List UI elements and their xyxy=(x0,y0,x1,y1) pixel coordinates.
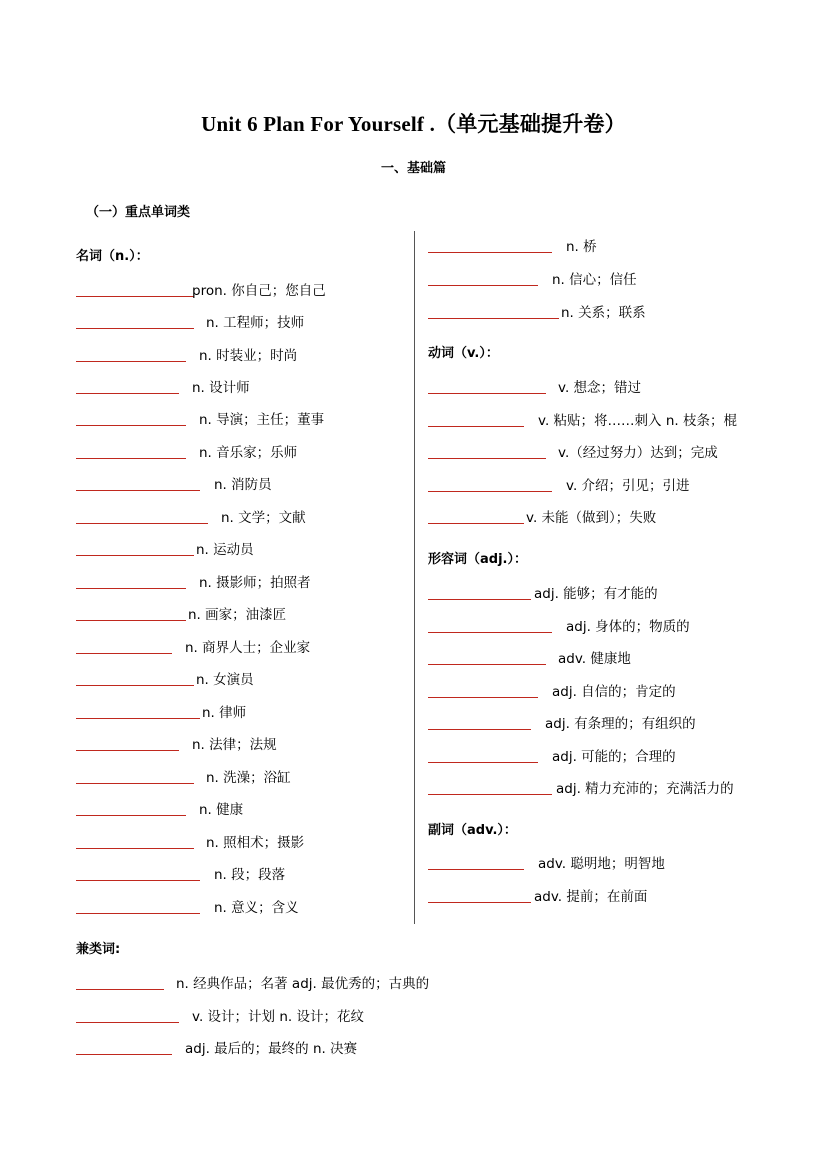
adverbs-heading: 副词（adv.）： xyxy=(428,823,517,838)
definition-text: n. 商界人士；企业家 xyxy=(185,640,311,656)
definition-text: adj. 精力充沛的；充满活力的 xyxy=(556,781,734,797)
answer-blank-line[interactable] xyxy=(76,848,194,849)
definition-text: adj. 最后的；最终的 n. 决赛 xyxy=(185,1041,358,1057)
definition-text: v. 未能（做到）；失败 xyxy=(526,510,657,526)
definition-text: n. 消防员 xyxy=(214,477,272,493)
answer-blank-line[interactable] xyxy=(76,913,200,914)
answer-blank-line[interactable] xyxy=(76,718,200,719)
definition-text: n. 关系；联系 xyxy=(561,305,646,321)
answer-blank-line[interactable] xyxy=(428,697,538,698)
definition-text: n. 运动员 xyxy=(196,542,254,558)
multi-class-heading: 兼类词: xyxy=(76,942,121,957)
section-heading: 一、基础篇 xyxy=(380,161,446,176)
definition-text: n. 律师 xyxy=(202,705,247,721)
definition-text: v. 介绍；引见；引进 xyxy=(566,478,690,494)
definition-text: adj. 身体的；物质的 xyxy=(566,619,690,635)
definition-text: n. 桥 xyxy=(566,239,597,255)
answer-blank-line[interactable] xyxy=(428,426,524,427)
answer-blank-line[interactable] xyxy=(76,815,186,816)
definition-text: n. 健康 xyxy=(199,802,244,818)
answer-blank-line[interactable] xyxy=(76,750,179,751)
answer-blank-line[interactable] xyxy=(428,632,552,633)
definition-text: adv. 提前；在前面 xyxy=(534,889,648,905)
definition-text: adj. 自信的；肯定的 xyxy=(552,684,676,700)
definition-text: v. 设计；计划 n. 设计；花纹 xyxy=(192,1009,364,1025)
definition-text: n. 信心；信任 xyxy=(552,272,637,288)
answer-blank-line[interactable] xyxy=(76,880,200,881)
answer-blank-line[interactable] xyxy=(428,252,552,253)
answer-blank-line[interactable] xyxy=(76,328,194,329)
answer-blank-line[interactable] xyxy=(428,794,552,795)
definition-text: n. 音乐家；乐师 xyxy=(199,445,298,461)
definition-text: n. 女演员 xyxy=(196,672,254,688)
answer-blank-line[interactable] xyxy=(76,490,200,491)
answer-blank-line[interactable] xyxy=(428,902,531,903)
definition-text: adj. 可能的；合理的 xyxy=(552,749,676,765)
definition-text: n. 摄影师；拍照者 xyxy=(199,575,311,591)
answer-blank-line[interactable] xyxy=(76,989,164,990)
definition-text: v.（经过努力）达到；完成 xyxy=(558,445,718,461)
answer-blank-line[interactable] xyxy=(428,458,546,459)
answer-blank-line[interactable] xyxy=(428,523,524,524)
answer-blank-line[interactable] xyxy=(76,296,194,297)
definition-text: n. 时装业；时尚 xyxy=(199,348,298,364)
definition-text: n. 设计师 xyxy=(192,380,250,396)
answer-blank-line[interactable] xyxy=(76,458,186,459)
answer-blank-line[interactable] xyxy=(76,653,172,654)
subsection-heading: （一）重点单词类 xyxy=(86,205,191,220)
answer-blank-line[interactable] xyxy=(76,620,186,621)
definition-text: adj. 有条理的；有组织的 xyxy=(545,716,696,732)
adjectives-heading: 形容词（adj.）： xyxy=(428,552,527,567)
answer-blank-line[interactable] xyxy=(428,318,559,319)
answer-blank-line[interactable] xyxy=(76,361,186,362)
answer-blank-line[interactable] xyxy=(428,729,531,730)
definition-text: n. 文学；文献 xyxy=(221,510,306,526)
definition-text: n. 意义；含义 xyxy=(214,900,299,916)
definition-text: n. 段；段落 xyxy=(214,867,286,883)
answer-blank-line[interactable] xyxy=(76,555,194,556)
definition-text: adv. 健康地 xyxy=(558,651,631,667)
definition-text: n. 画家；油漆匠 xyxy=(188,607,287,623)
answer-blank-line[interactable] xyxy=(428,869,524,870)
answer-blank-line[interactable] xyxy=(76,783,194,784)
column-divider xyxy=(414,231,415,924)
answer-blank-line[interactable] xyxy=(76,588,186,589)
answer-blank-line[interactable] xyxy=(76,425,186,426)
definition-text: adj. 能够；有才能的 xyxy=(534,586,658,602)
definition-text: n. 洗澡；浴缸 xyxy=(206,770,291,786)
answer-blank-line[interactable] xyxy=(428,491,552,492)
answer-blank-line[interactable] xyxy=(428,664,546,665)
definition-text: n. 工程师；技师 xyxy=(206,315,305,331)
definition-text: v. 想念；错过 xyxy=(558,380,642,396)
definition-text: n. 导演；主任；董事 xyxy=(199,412,325,428)
answer-blank-line[interactable] xyxy=(428,285,538,286)
definition-text: n. 经典作品；名著 adj. 最优秀的；古典的 xyxy=(176,976,430,992)
definition-text: n. 照相术；摄影 xyxy=(206,835,305,851)
nouns-heading: 名词（n.）： xyxy=(76,249,149,264)
definition-text: pron. 你自己；您自己 xyxy=(192,283,326,299)
answer-blank-line[interactable] xyxy=(76,393,179,394)
definition-text: adv. 聪明地；明智地 xyxy=(538,856,665,872)
verbs-heading: 动词（v.）： xyxy=(428,346,499,361)
answer-blank-line[interactable] xyxy=(428,393,546,394)
definition-text: v. 粘贴；将……刺入 n. 枝条；棍 xyxy=(538,413,737,429)
answer-blank-line[interactable] xyxy=(428,599,531,600)
answer-blank-line[interactable] xyxy=(76,1054,172,1055)
answer-blank-line[interactable] xyxy=(76,523,208,524)
definition-text: n. 法律；法规 xyxy=(192,737,277,753)
answer-blank-line[interactable] xyxy=(76,685,194,686)
answer-blank-line[interactable] xyxy=(428,762,538,763)
answer-blank-line[interactable] xyxy=(76,1022,179,1023)
page-title: Unit 6 Plan For Yourself .（单元基础提升卷） xyxy=(201,112,626,136)
